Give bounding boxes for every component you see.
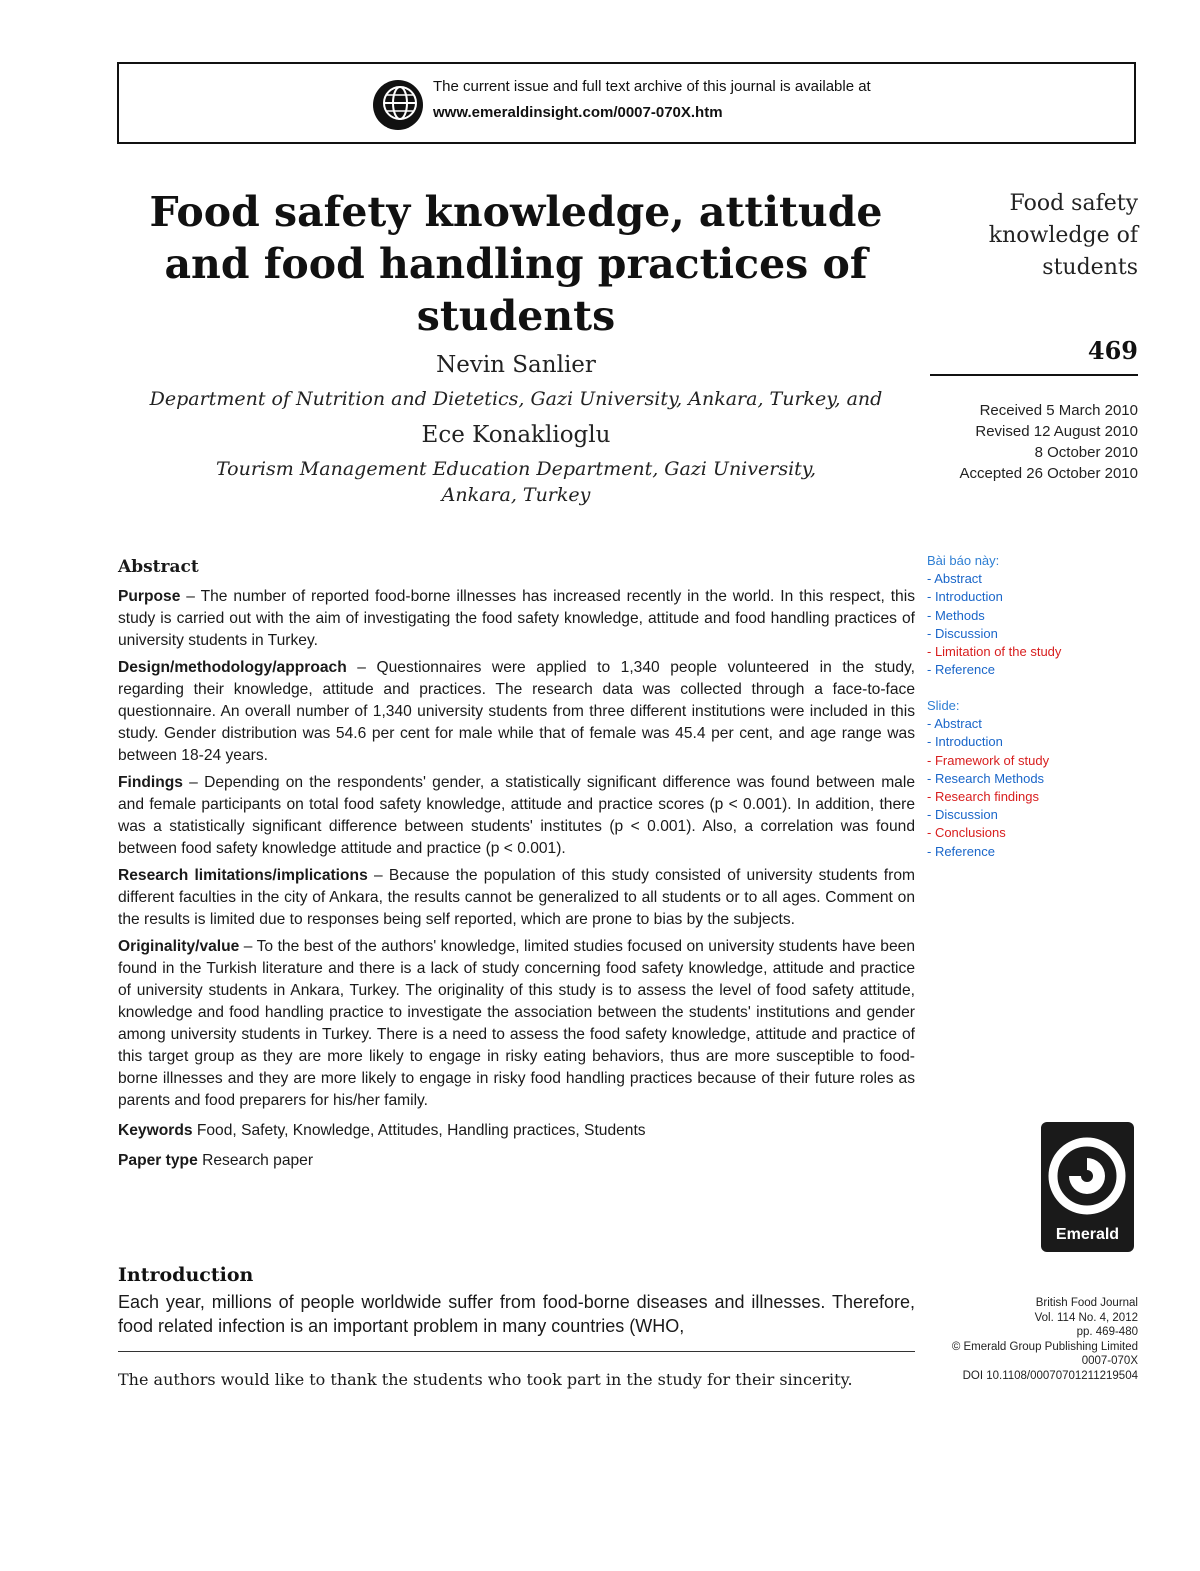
nav-item-reference[interactable]: - Reference [927,662,995,678]
abstract-section [118,556,915,1177]
paper-outline-nav [927,552,1061,679]
emerald-logo [1041,1122,1134,1252]
author-affiliation-1: Department of Nutrition and Dietetics, Gazi University, Ankara, Turkey, and [149,388,883,410]
slide-item-reference[interactable]: - Reference [927,843,995,859]
introduction-text: Each year, millions of people worldwide suffer from food-borne diseases and illnesses. Therefore, food related infection is an important problem in many countries (WHO, [118,1292,915,1336]
emerald-swirl-icon [1041,1128,1134,1228]
revised-date: Revised 12 August 2010 [975,423,1138,440]
paper-outline-heading: Bài báo này: [927,553,1000,568]
margin-divider [930,374,1138,376]
nav-item-introduction[interactable]: - Introduction [927,589,1003,605]
journal-volume: Vol. 114 No. 4, 2012 [1034,1311,1138,1324]
slide-outline-heading: Slide: [927,698,960,713]
keywords-label: Keywords [118,1122,193,1139]
nav-item-abstract[interactable]: - Abstract [927,571,982,587]
abstract-purpose [118,586,915,652]
abstract-paper-type [118,1150,915,1172]
journal-availability-banner [117,62,1136,144]
keywords-text: Food, Safety, Knowledge, Attitudes, Handling practices, Students [192,1122,646,1139]
design-label: Design/methodology/approach [118,659,347,676]
journal-doi: DOI 10.1108/00070701211219504 [962,1369,1138,1382]
abstract-originality [118,936,915,1112]
slide-item-introduction[interactable]: - Introduction [927,734,1003,750]
journal-citation-info [952,1296,1138,1383]
design-text: – Questionnaires were applied to 1,340 people volunteered in the study, regarding their knowledge, attitude and practices. The research data was collected through a face-to-face questionnaire. An overall number of 1,340 university students from three different institutions were included in this study. Gender distribution was 54.6 per cent for male while that of female was 45.4 per cent, and age range was between 18-24 years. [118,659,915,764]
author-affiliation-2-line1: Tourism Management Education Department, Gazi University, [215,458,817,480]
article-history [960,400,1138,484]
banner-url-link[interactable]: www.emeraldinsight.com/0007-070X.htm [433,104,723,121]
purpose-label: Purpose [118,588,181,605]
acknowledgement-footnote: The authors would like to thank the students who took part in the study for their sincerity. [118,1370,853,1389]
running-title-line: students [1042,255,1138,280]
limitations-text: – Because the population of this study consisted of university students from different faculties in the city of Ankara, the results cannot be generalized to all students or to all ages. Comment on the results is limited due to responses being self reported, which are prone to bias by the subjects. [118,867,915,928]
purpose-text: – The number of reported food-borne illnesses has increased recently in the world. In this respect, this study is carried out with the aim of investigating the food safety knowledge, attitude and food handling practices of university students in Turkey. [118,588,915,649]
footnote-divider [118,1351,915,1352]
abstract-limitations [118,865,915,931]
slide-item-framework[interactable]: - Framework of study [927,752,1050,768]
author-affiliation-2-line2: Ankara, Turkey [441,484,591,506]
paper-title: Food safety knowledge, attitude and food handling practices of students [149,188,883,340]
originality-text: – To the best of the authors' knowledge, limited studies focused on university students have been found in the Turkish literature and there is a lack of study concerning food safety knowledge, attitude and practice of university students in Ankara, Turkey. The originality of this study is to assess the level of food safety attitude, knowledge and food handling practice to investigate the association between the students' institutions and gender among university students in Turkey. There is a need to assess the food safety knowledge, attitude and practice of this target group as they are more likely to engage in risky eating behaviors, thus are more susceptible to food-borne illnesses and they are more likely to engage in risky food handling practices because of their future roles as parents and food preparers for his/her family. [118,938,915,1109]
emerald-logo-text: Emerald [1055,1226,1120,1243]
accepted-date: Accepted 26 October 2010 [959,465,1138,482]
slide-item-research-findings[interactable]: - Research findings [927,789,1039,805]
findings-text: – Depending on the respondents' gender, a statistically significant difference was found between male and female participants on total food safety knowledge, attitude and practice scores (p < 0.001). In addition, there was a statistically significant difference between students' institutes (p < 0.001). Also, a correlation was found between food safety knowledge attitude and practice (p < 0.001). [118,774,915,857]
paper-type-text: Research paper [197,1152,314,1169]
running-title-line: knowledge of [988,223,1138,248]
author-name-2: Ece Konaklioglu [421,422,611,448]
nav-item-discussion[interactable]: - Discussion [927,625,998,641]
journal-pages: pp. 469-480 [1076,1326,1138,1338]
abstract-heading: Abstract [118,557,199,577]
page-number: 469 [1087,336,1138,365]
author-name-1: Nevin Sanlier [436,352,596,378]
abstract-findings [118,772,915,860]
abstract-keywords [118,1120,915,1142]
globe-icon [371,78,425,132]
limitations-label: Research limitations/implications [118,867,368,884]
originality-label: Originality/value [118,938,240,955]
nav-item-limitation[interactable]: - Limitation of the study [927,644,1062,660]
findings-label: Findings [118,774,183,791]
slide-outline-nav [927,697,1049,861]
revised-date-2: 8 October 2010 [1034,444,1138,461]
slide-item-conclusions[interactable]: - Conclusions [927,825,1006,841]
journal-issn: 0007-070X [1081,1355,1138,1367]
slide-item-research-methods[interactable]: - Research Methods [927,770,1045,786]
running-title [918,188,1138,284]
received-date: Received 5 March 2010 [979,402,1138,419]
journal-publisher: © Emerald Group Publishing Limited [951,1340,1138,1353]
slide-item-discussion[interactable]: - Discussion [927,807,998,823]
slide-item-abstract[interactable]: - Abstract [927,716,982,732]
paper-type-label: Paper type [118,1152,198,1169]
introduction-heading: Introduction [118,1264,254,1286]
journal-name: British Food Journal [1035,1297,1138,1309]
nav-item-methods[interactable]: - Methods [927,607,985,623]
running-title-line: Food safety [1009,191,1138,216]
banner-availability-text: The current issue and full text archive of this journal is available at [433,78,871,95]
abstract-design [118,657,915,767]
